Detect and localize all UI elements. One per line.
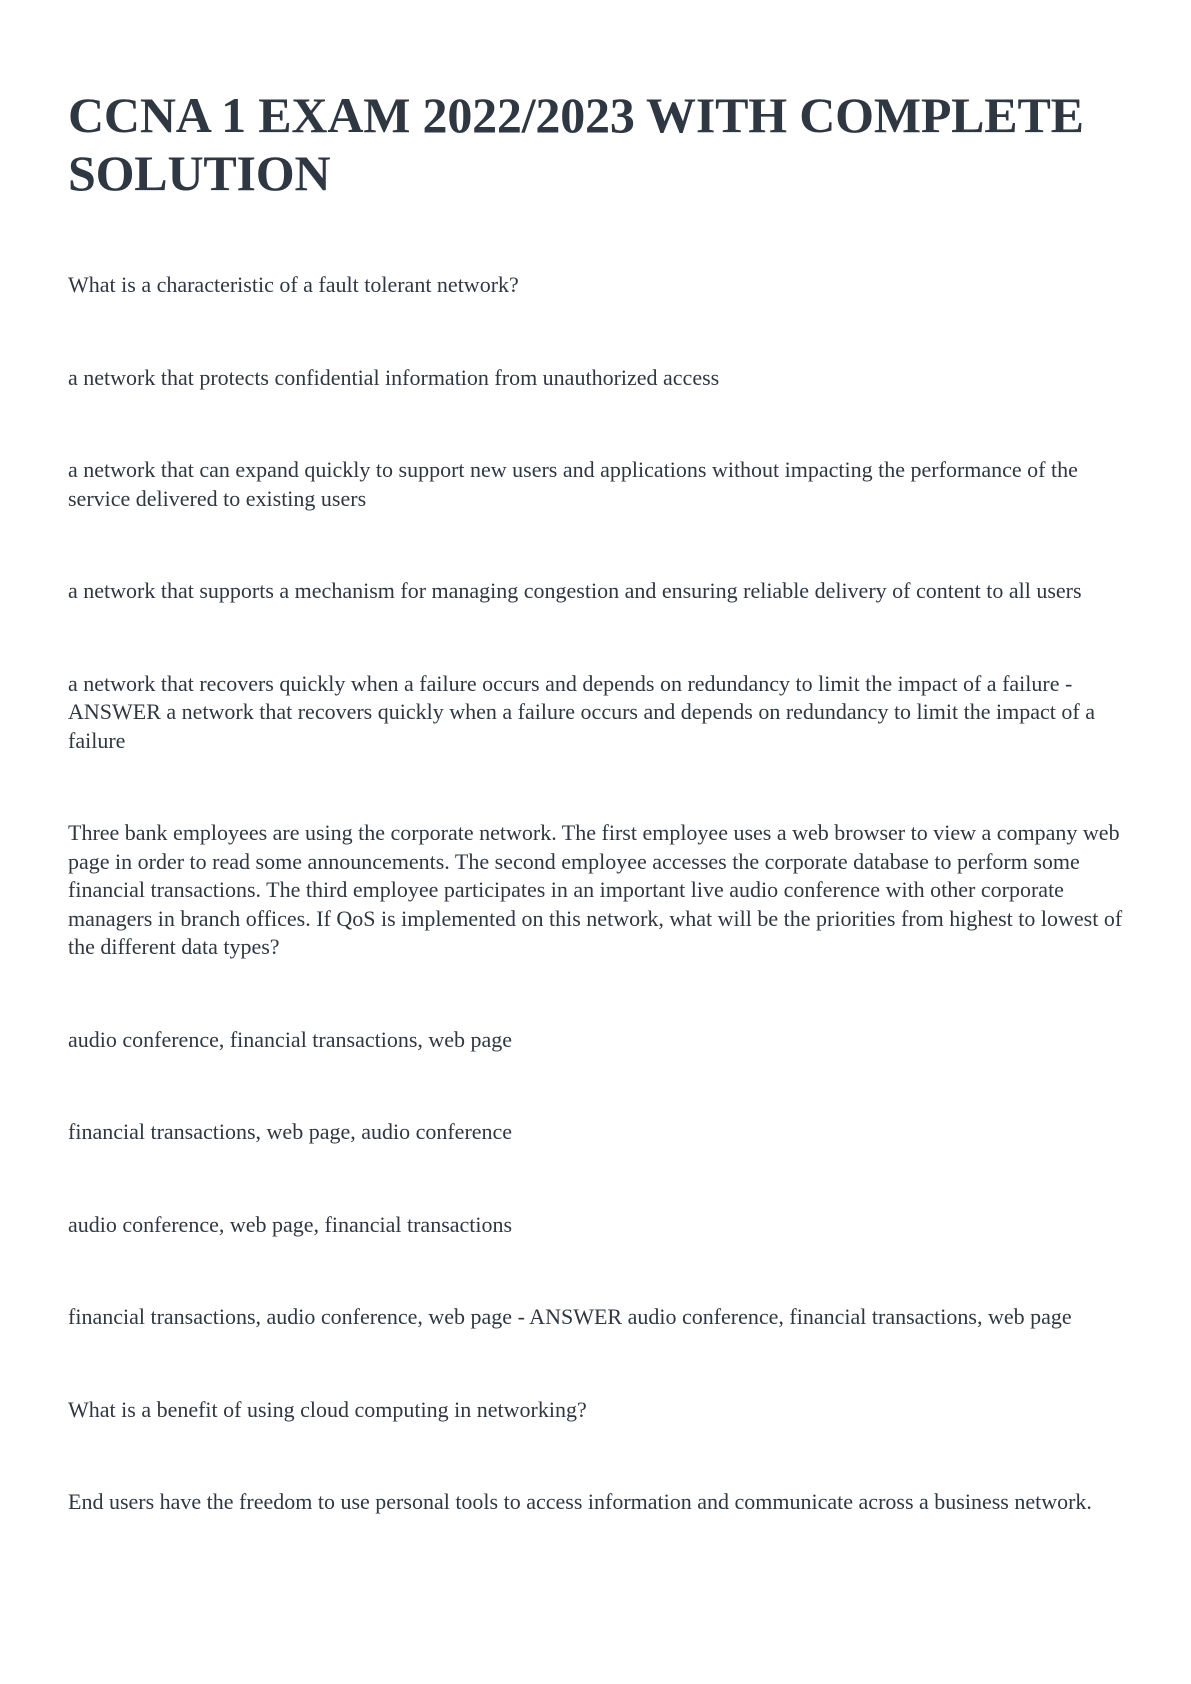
option-audio-financial-web: audio conference, financial transactions, web page bbox=[68, 1026, 513, 1052]
option-financial-web-audio: financial transactions, web page, audio conference bbox=[68, 1119, 513, 1144]
question-qos-priorities: Three bank employees are using the corporate network. The first employee uses a web browser to view a company web page in order to read some announcements. The second employee accesses the corporate database to perform some financial transactions. The third employee participates in an important live audio conference with other corporate managers in branch offices. If QoS is implemented on this network, what will be the priorities from highest to lowest of the different data types? bbox=[68, 820, 1123, 959]
option-qos: a network that supports a mechanism for managing congestion and ensuring reliable delivery of content to all users bbox=[68, 578, 1082, 603]
option-fault-tolerance-answer: a network that recovers quickly when a failure occurs and depends on redundancy to limit the impact of a failure - ANSWER a network that recovers quickly when a failure occurs and depends on redundancy to limit the impact of a failure bbox=[68, 670, 1095, 753]
option-security: a network that protects confidential information from unauthorized access bbox=[68, 364, 720, 390]
option-scalability: a network that can expand quickly to support new users and applications without impacting the performance of the service delivered to existing users bbox=[68, 457, 1078, 511]
document-page bbox=[68, 86, 1128, 1581]
option-financial-audio-web-answer: financial transactions, audio conference, web page - ANSWER audio conference, financial transactions, web page bbox=[68, 1304, 1072, 1329]
option-audio-web-financial: audio conference, web page, financial transactions bbox=[68, 1211, 513, 1237]
question-fault-tolerant: What is a characteristic of a fault tolerant network? bbox=[68, 272, 519, 297]
option-end-users-freedom: End users have the freedom to use personal tools to access information and communicate across a business network. bbox=[68, 1489, 1092, 1514]
question-cloud-computing: What is a benefit of using cloud computing in networking? bbox=[68, 1396, 587, 1422]
document-body bbox=[68, 271, 1128, 1517]
document-title: CCNA 1 EXAM 2022/2023 WITH COMPLETE SOLUTION bbox=[68, 87, 1084, 201]
